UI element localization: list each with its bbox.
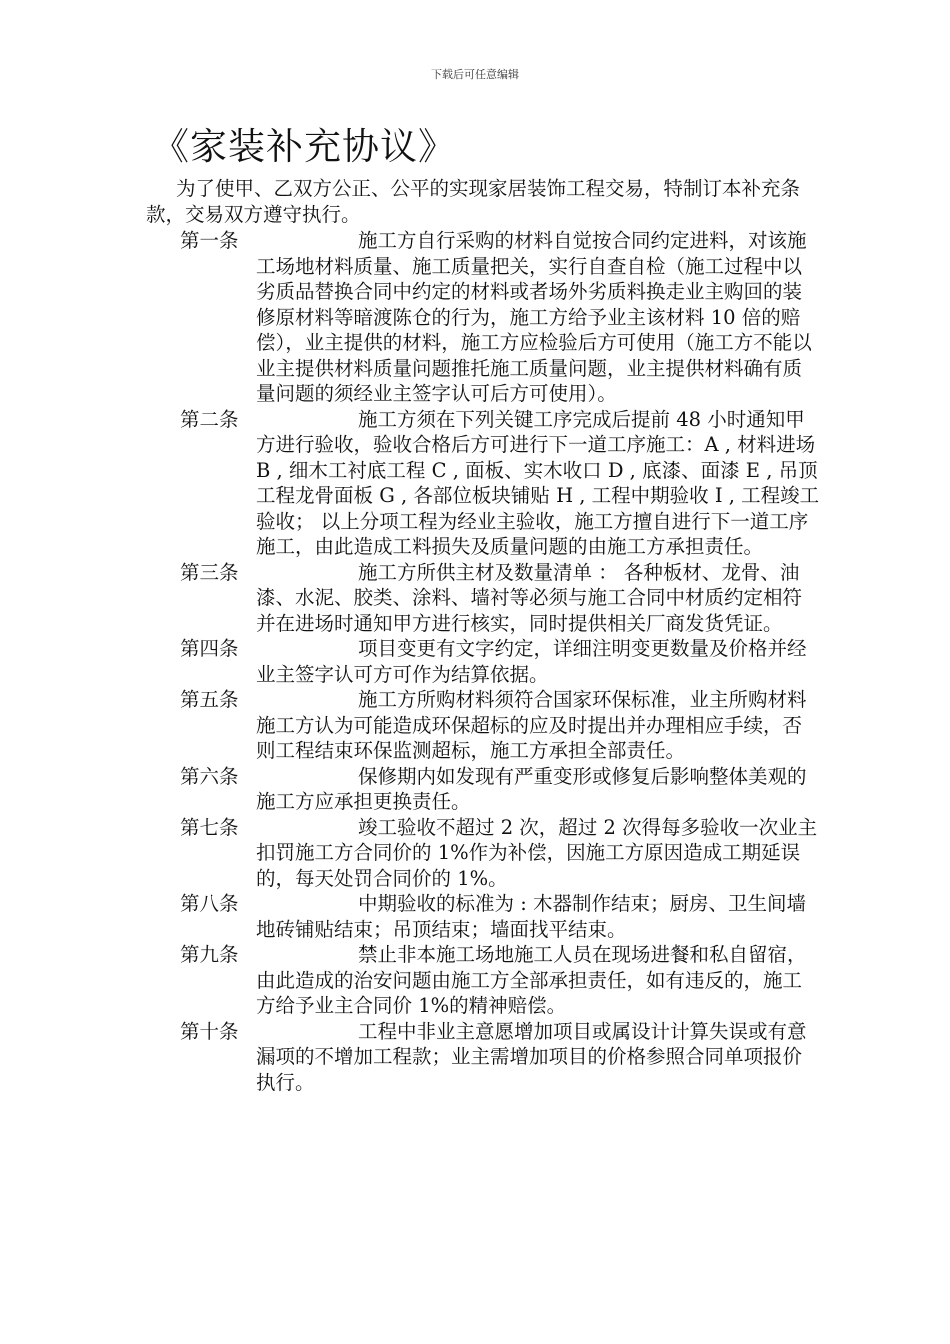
- document-title: 《家装补充协议》: [152, 125, 456, 168]
- clause-8: [180, 891, 820, 942]
- page-header-note: 下载后可任意编辑: [431, 68, 519, 81]
- clause-number: 第八条: [180, 892, 239, 915]
- clause-5: [180, 687, 820, 764]
- clause-number: 第二条: [180, 407, 239, 431]
- clause-10: [180, 1019, 820, 1096]
- clause-text: 工程中非业主意愿增加项目或属设计计算失误或有意漏项的不增加工程款；业主需增加项目的价格参照合同单项报价执行。: [256, 1019, 807, 1094]
- clause-number: 第三条: [180, 560, 239, 584]
- clause-number: 第九条: [180, 943, 239, 966]
- clause-text: 中期验收的标准为 : 木器制作结束；厨房、卫生间墙地砖铺贴结束；吊顶结束；墙面找平结束。: [256, 892, 806, 941]
- clause-4: [180, 636, 820, 687]
- clause-number: 第一条: [180, 229, 239, 252]
- clause-9: [180, 942, 820, 1019]
- clause-7: [180, 815, 820, 892]
- clause-text: 施工方所供主材及数量清单 ： 各种板材、龙骨、油漆、水泥、胶类、涂料、墙衬等必须与施工合同中材质约定相符并在进场时通知甲方进行核实，同时提供相关厂商发货凭证。: [256, 560, 803, 635]
- clause-2: [180, 407, 820, 560]
- clause-1: [180, 228, 820, 407]
- clause-number: 第六条: [180, 764, 239, 788]
- clause-list: [180, 228, 820, 1095]
- clause-text: 施工方须在下列关键工序完成后提前 48 小时通知甲方进行验收，验收合格后方可进行下一道工序施工：A , 材料进场 B , 细木工衬底工程 C , 面板、实木收口 D , 底漆、面漆 E , 吊顶工程龙骨面板 G , 各部位板块铺贴 H , 工程中期验收 I , 工程竣工验收； 以上分项工程为经业主验收，施工方擅自进行下一道工序施工，由此造成工料损失及质量问题的由施工方承担责任。: [256, 407, 820, 558]
- clause-number: 第七条: [180, 815, 239, 839]
- clause-text: 施工方自行采购的材料自觉按合同约定进料，对该施工场地材料质量、施工质量把关，实行自查自检（施工过程中以劣质品替换合同中约定的材料或者场外劣质料换走业主购回的装修原材料等暗渡陈仓的行为，施工方给予业主该材料 10 倍的赔偿），业主提供的材料，施工方应检验后方可使用（施工方不能以业主提供材料质量问题推托施工质量问题，业主提供材料确有质量问题的须经业主签字认可后方可使用）。: [256, 229, 812, 405]
- clause-6: [180, 764, 820, 815]
- clause-number: 第五条: [180, 688, 239, 711]
- clause-text: 施工方所购材料须符合国家环保标准，业主所购材料施工方认为可能造成环保超标的应及时提出并办理相应手续，否则工程结束环保监测超标，施工方承担全部责任。: [256, 688, 807, 762]
- clause-text: 禁止非本施工场地施工人员在现场进餐和私自留宿，由此造成的治安问题由施工方全部承担责任，如有违反的，施工方给予业主合同价 1%的精神赔偿。: [256, 943, 807, 1017]
- clause-text: 项目变更有文字约定，详细注明变更数量及价格并经业主签字认可方可作为结算依据。: [256, 637, 807, 686]
- intro-paragraph: 为了使甲、乙双方公正、公平的实现家居装饰工程交易，特制订本补充条款，交易双方遵守执行。: [146, 177, 801, 226]
- clause-text: 保修期内如发现有严重变形或修复后影响整体美观的施工方应承担更换责任。: [256, 764, 807, 813]
- clause-number: 第十条: [180, 1019, 239, 1043]
- clause-3: [180, 560, 820, 637]
- clause-number: 第四条: [180, 637, 239, 660]
- clause-text: 竣工验收不超过 2 次，超过 2 次得每多验收一次业主扣罚施工方合同价的 1%作为补偿，因施工方原因造成工期延误的，每天处罚合同价的 1%。: [256, 815, 818, 890]
